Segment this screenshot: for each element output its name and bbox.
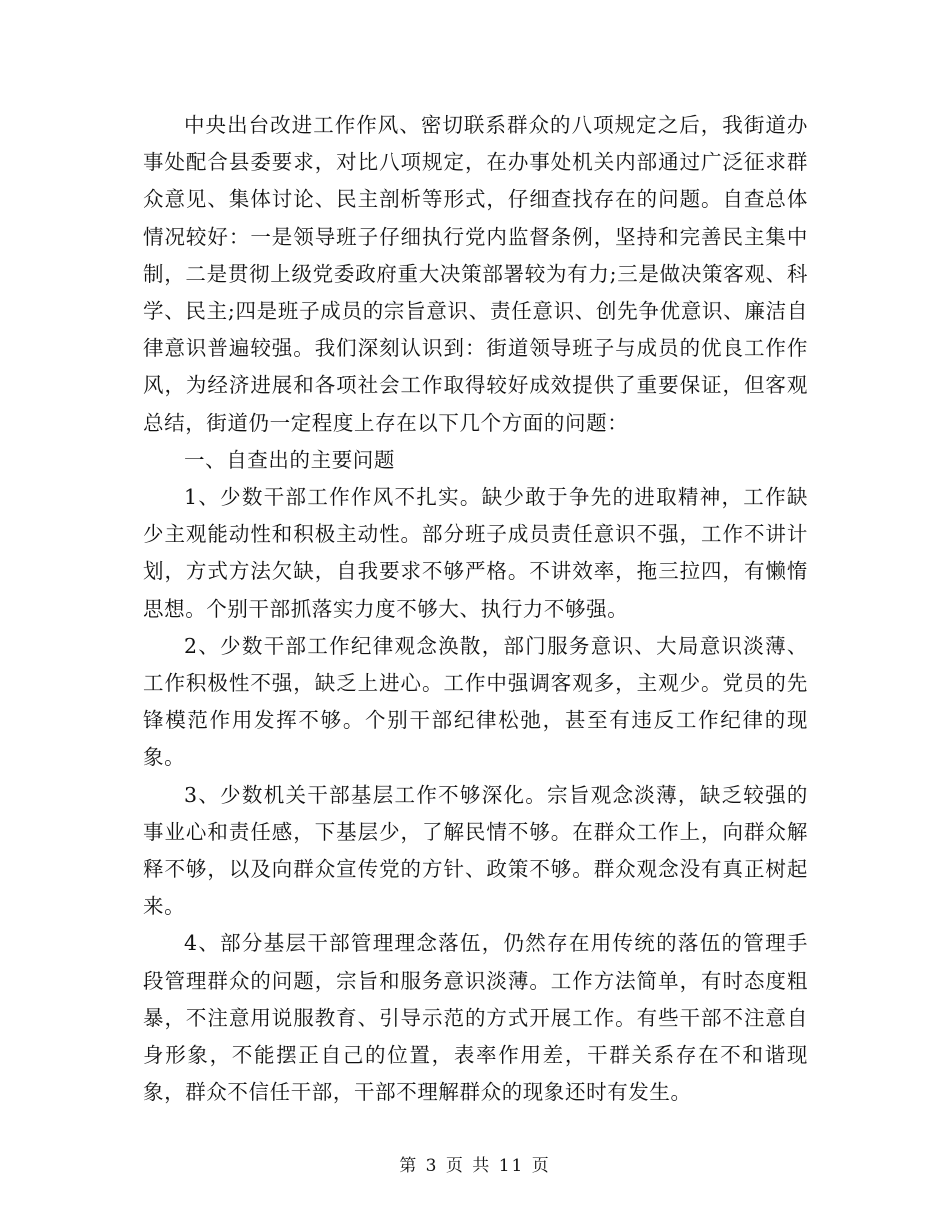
issue-paragraph-2: 2、少数干部工作纪律观念涣散，部门服务意识、大局意识淡薄、工作积极性不强，缺乏上进心。工作中强调客观多，主观少。党员的先锋模范作用发挥不够。个别干部纪律松弛，甚至有违反工作纪律的现象。 <box>143 633 808 770</box>
issue-paragraph-1: 1、少数干部工作作风不扎实。缺少敢于争先的进取精神，工作缺少主观能动性和积极主动性。部分班子成员责任意识不强，工作不讲计划，方式方法欠缺，自我要求不够严格。不讲效率，拖三拉四，有懒惰思想。个别干部抓落实力度不够大、执行力不够强。 <box>143 485 808 621</box>
document-body <box>143 107 808 1111</box>
issue-paragraph-3: 3、少数机关干部基层工作不够深化。宗旨观念淡薄，缺乏较强的事业心和责任感，下基层少，了解民情不够。在群众工作上，向群众解释不够，以及向群众宣传党的方针、政策不够。群众观念没有真正树起来。 <box>143 782 808 919</box>
intro-paragraph: 中央出台改进工作作风、密切联系群众的八项规定之后，我街道办事处配合县委要求，对比八项规定，在办事处机关内部通过广泛征求群众意见、集体讨论、民主剖析等形式，仔细查找存在的问题。自查总体情况较好：一是领导班子仔细执行党内监督条例，坚持和完善民主集中制，二是贯彻上级党委政府重大决策部署较为有力;三是做决策客观、科学、民主;四是班子成员的宗旨意识、责任意识、创先争优意识、廉洁自律意识普遍较强。我们深刻认识到：街道领导班子与成员的优良工作作风，为经济进展和各项社会工作取得较好成效提供了重要保证，但客观总结，街道仍一定程度上存在以下几个方面的问题： <box>143 113 808 435</box>
page-number-footer: 第 3 页 共 11 页 <box>399 1156 551 1176</box>
section-heading: 一、自查出的主要问题 <box>184 447 395 472</box>
issue-paragraph-4: 4、部分基层干部管理理念落伍，仍然存在用传统的落伍的管理手段管理群众的问题，宗旨和服务意识淡薄。工作方法简单，有时态度粗暴，不注意用说服教育、引导示范的方式开展工作。有些干部不注意自身形象，不能摆正自己的位置，表率作用差，干群关系存在不和谐现象，群众不信任干部，干部不理解群众的现象还时有发生。 <box>143 931 808 1105</box>
